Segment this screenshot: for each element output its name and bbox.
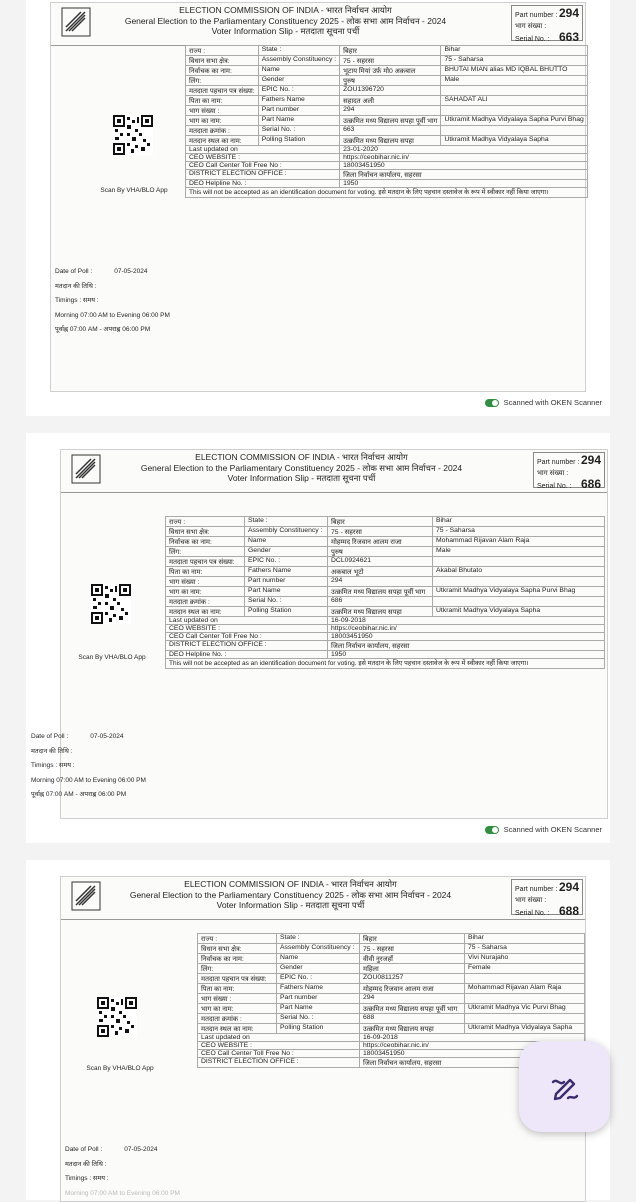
label-hindi: निर्वाचक का नाम: [198,954,277,964]
eci-logo-icon [61,7,91,37]
value-hindi: 663 [340,126,441,136]
table-row [166,659,605,669]
value-english: 75 - Saharsa [465,944,585,954]
table-row [186,106,588,116]
label-hindi: राज्य : [166,517,245,527]
serial-number-value: 686 [580,477,601,491]
date-of-poll-value: 07-05-2024 [124,1146,158,1153]
label-hindi: लिंग: [166,547,245,557]
poll-info: Date of Poll : 07-05-2024 मतदान की तिथि : Timings : समय : Morning 07:00 AM to Evening 06:00 PM पूर्वाह्न 07:00 AM - अपराह्न 06:00 PM [31,730,146,803]
table-row [166,547,605,557]
scanner-watermark: Scanned with OKEN Scanner [485,825,602,834]
value-hindi: सहादत अली [340,96,441,106]
label-english: Part number [258,106,339,116]
info-label: DEO Helpline No. : [166,651,328,659]
info-label: DISTRICT ELECTION OFFICE : [166,641,328,651]
disclaimer-note: This will not be accepted as an identification document for voting. इसे मतदान के लिए पहचान दस्तावेज के रूप में स्वीकार नहीं किया जाएगा। [186,188,588,198]
info-value: https://ceobihar.nic.in/ [328,625,605,633]
label-english: EPIC No. : [245,557,328,567]
info-label: CEO Call Center Toll Free No : [198,1050,360,1058]
value-english [433,557,605,567]
voter-details-table [165,516,605,669]
value-english: Utkramit Madhya Vidyalaya Sapha Purvi Bhag [433,587,605,597]
table-row [198,964,585,974]
info-value: 1950 [328,651,605,659]
value-hindi: मोहम्मद रिजवान आलम राजा [360,984,465,994]
scanned-page-2 [26,433,610,843]
label-hindi: मतदान स्थल का नाम: [166,607,245,617]
table-row [198,994,585,1004]
table-row [186,86,588,96]
value-hindi: पुरुष [328,547,433,557]
label-hindi: राज्य : [186,46,259,56]
label-hindi: मतदान स्थल का नाम: [186,136,259,146]
part-number-value: 294 [558,6,579,20]
part-number-box: Part number : 294 भाग संख्या : Serial No. : 686 [533,452,605,488]
slip-header [61,877,585,920]
table-row [166,517,605,527]
value-hindi: 294 [360,994,465,1004]
info-label: Last updated on [166,617,328,625]
value-english: Utkramit Madhya Vidyalaya Sapha [465,1024,585,1034]
table-row [198,1014,585,1024]
info-label: DISTRICT ELECTION OFFICE : [186,170,340,180]
header-line2: General Election to the Parliamentary Constituency 2025 - लोक सभा आम निर्वाचन - 2024 [140,462,463,473]
table-row [166,557,605,567]
voter-details-table [185,45,588,198]
value-english: Female [465,964,585,974]
label-english: Serial No. : [245,597,328,607]
scan-by-label: Scan By VHA/BLO App [100,187,168,194]
date-of-poll-value: 07-05-2024 [114,268,148,275]
label-hindi: विधान सभा क्षेत्र: [166,527,245,537]
label-english: Gender [245,547,328,557]
value-english: BHUTAI MIAN alias MD IQBAL BHUTTO [441,66,587,76]
value-english: SAHADAT ALI [441,96,587,106]
voter-slip [60,876,586,1202]
label-hindi: मतदाता क्रमांक : [186,126,259,136]
label-english: Gender [258,76,339,86]
header-line2: General Election to the Parliamentary Constituency 2025 - लोक सभा आम निर्वाचन - 2024 [129,889,452,900]
info-label: DEO Helpline No. : [186,180,340,188]
value-english [433,577,605,587]
value-hindi: ZOU0811257 [360,974,465,984]
table-row [186,66,588,76]
info-value: जिला निर्वाचन कार्यालय, सहरसा [328,641,605,651]
label-hindi: मतदान स्थल का नाम: [198,1024,277,1034]
info-label: Last updated on [186,146,340,154]
label-hindi: भाग संख्या : [186,106,259,116]
value-hindi: उत्क्रमित मध्य विद्यालय सपहा [328,607,433,617]
table-row [186,96,588,106]
table-row [186,136,588,146]
info-label: CEO WEBSITE : [166,625,328,633]
label-hindi: मतदाता पहचान पत्र संख्या: [166,557,245,567]
eci-logo-icon [71,881,101,911]
table-row [186,154,588,162]
table-row [166,527,605,537]
part-number-value: 294 [558,880,579,894]
header-line1: ELECTION COMMISSION OF INDIA - भारत निर्वाचन आयोग [195,452,408,462]
value-hindi: बिहार [340,46,441,56]
serial-number-value: 688 [558,904,579,918]
table-row [166,625,605,633]
info-label: CEO WEBSITE : [186,154,340,162]
label-hindi: लिंग: [186,76,259,86]
value-hindi: उत्क्रमित मध्य विद्यालय सपहा पूर्वी भाग [340,116,441,126]
value-english [433,597,605,607]
value-hindi: ZOU1396720 [340,86,441,96]
value-hindi: उत्क्रमित मध्य विद्यालय सपहा पूर्वी भाग [328,587,433,597]
qr-code-icon [97,997,137,1037]
poll-info: Date of Poll : 07-05-2024 मतदान की तिथि : Timings : समय : Morning 07:00 AM to Evening 06:00 PM [65,1143,180,1201]
value-hindi: पुरुष [340,76,441,86]
value-hindi: महिला [360,964,465,974]
table-row [198,934,585,944]
qr-code-icon [113,115,153,155]
info-value: https://ceobihar.nic.in/ [360,1042,585,1050]
value-hindi: वीवी नुरजहाँ [360,954,465,964]
table-row [186,180,588,188]
label-hindi: भाग संख्या : [166,577,245,587]
info-label: CEO WEBSITE : [198,1042,360,1050]
label-english: Assembly Constituency : [245,527,328,537]
table-row [166,537,605,547]
label-english: Fathers Name [258,96,339,106]
label-english: Part Name [245,587,328,597]
label-english: Polling Station [277,1024,360,1034]
poll-info: Date of Poll : 07-05-2024 मतदान की तिथि : Timings : समय : Morning 07:00 AM to Evening 06:00 PM पूर्वाह्न 07:00 AM - अपराह्न 06:00 PM [55,265,170,338]
value-english [465,994,585,1004]
value-english: Mohammad Rijavan Alam Raja [433,537,605,547]
value-hindi: अकबाल भूटो [328,567,433,577]
info-label: CEO Call Center Toll Free No : [186,162,340,170]
value-hindi: 75 - सहरसा [340,56,441,66]
info-value: 18003451950 [360,1050,585,1058]
disclaimer-note: This will not be accepted as an identification document for voting. इसे मतदान के लिए पहचान दस्तावेज के रूप में स्वीकार नहीं किया जाएगा। [166,659,605,669]
header-line1: ELECTION COMMISSION OF INDIA - भारत निर्वाचन आयोग [179,5,392,15]
value-hindi: 686 [328,597,433,607]
label-hindi: मतदाता पहचान पत्र संख्या: [186,86,259,96]
qr-code-icon [91,584,131,624]
info-value: 16-09-2018 [328,617,605,625]
label-english: Name [277,954,360,964]
info-label: Last updated on [198,1034,360,1042]
info-value: 1950 [340,180,588,188]
edit-fab-button[interactable] [519,1041,610,1132]
label-hindi: राज्य : [198,934,277,944]
table-row [166,651,605,659]
label-english: State : [245,517,328,527]
table-row [198,974,585,984]
value-english: Vivi Nurajaho [465,954,585,964]
table-row [186,46,588,56]
info-value: https://ceobihar.nic.in/ [340,154,588,162]
table-row [186,116,588,126]
value-english [441,126,587,136]
date-of-poll-value: 07-05-2024 [90,733,124,740]
table-row [198,1024,585,1034]
value-hindi: 294 [328,577,433,587]
label-hindi: पिता का नाम: [186,96,259,106]
slip-header [51,3,585,46]
voter-slip [31,449,608,819]
label-english: Part Name [258,116,339,126]
info-value: जिला निर्वाचन कार्यालय, सहरसा [340,170,588,180]
table-row [166,597,605,607]
table-row [198,984,585,994]
label-hindi: लिंग: [198,964,277,974]
table-row [186,170,588,180]
label-hindi: भाग का नाम: [166,587,245,597]
label-english: Assembly Constituency : [277,944,360,954]
label-hindi: पिता का नाम: [198,984,277,994]
table-row [166,587,605,597]
info-value: 18003451950 [328,633,605,641]
value-hindi: उत्क्रमित मध्य विद्यालय सपहा [360,1024,465,1034]
value-hindi: 75 - सहरसा [328,527,433,537]
value-english: Akabal Bhutato [433,567,605,577]
scan-by-label: Scan By VHA/BLO App [86,1065,154,1072]
table-row [166,577,605,587]
table-row [198,954,585,964]
label-english: Part number [277,994,360,1004]
info-value: 16-09-2018 [360,1034,585,1042]
label-english: State : [258,46,339,56]
slip-header [61,450,607,493]
scan-by-label: Scan By VHA/BLO App [78,654,146,661]
value-english: Utkramit Madhya Vic Purvi Bhag [465,1004,585,1014]
scanner-watermark: Scanned with OKEN Scanner [485,398,602,407]
label-hindi: पिता का नाम: [166,567,245,577]
header-line3: Voter Information Slip - मतदाता सूचना पर्ची [216,900,365,910]
value-english [465,974,585,984]
label-english: Polling Station [245,607,328,617]
label-hindi: भाग का नाम: [186,116,259,126]
label-hindi: निर्वाचक का नाम: [166,537,245,547]
value-hindi: उत्क्रमित मध्य विद्यालय सपहा [340,136,441,146]
header-line3: Voter Information Slip - मतदाता सूचना पर्ची [227,473,376,483]
value-english: Mohammad Rijavan Alam Raja [465,984,585,994]
table-row [198,1034,585,1042]
value-english: Bihar [433,517,605,527]
label-english: Polling Station [258,136,339,146]
label-hindi: मतदाता क्रमांक : [166,597,245,607]
label-english: Name [258,66,339,76]
value-english: Utkramit Madhya Vidyalaya Sapha Purvi Bhag [441,116,587,126]
table-row [186,146,588,154]
table-row [166,617,605,625]
label-english: Part number [245,577,328,587]
value-hindi: मोहम्मद रिजवान आलम राजा [328,537,433,547]
table-row [186,162,588,170]
label-hindi: मतदाता पहचान पत्र संख्या: [198,974,277,984]
label-english: Fathers Name [277,984,360,994]
label-hindi: विधान सभा क्षेत्र: [198,944,277,954]
serial-number-value: 663 [558,30,579,44]
table-row [166,633,605,641]
label-english: Gender [277,964,360,974]
voter-slip [50,2,586,392]
info-value: 23-01-2020 [340,146,588,154]
table-row [166,567,605,577]
label-english: Fathers Name [245,567,328,577]
info-value: जिला निर्वाचन कार्यालय, सहरसा [360,1058,585,1068]
header-line2: General Election to the Parliamentary Constituency 2025 - लोक सभा आम निर्वाचन - 2024 [124,15,447,26]
scanner-logo-icon [485,826,499,834]
value-english: Bihar [465,934,585,944]
header-line1: ELECTION COMMISSION OF INDIA - भारत निर्वाचन आयोग [184,879,397,889]
label-english: EPIC No. : [258,86,339,96]
value-english [441,86,587,96]
value-english: Male [433,547,605,557]
value-hindi: बिहार [328,517,433,527]
table-row [186,188,588,198]
label-english: Name [245,537,328,547]
table-row [198,1004,585,1014]
value-english [441,106,587,116]
scanner-logo-icon [485,399,499,407]
table-row [186,76,588,86]
label-hindi: विधान सभा क्षेत्र: [186,56,259,66]
value-hindi: उत्क्रमित मध्य विद्यालय सपहा पूर्वी भाग [360,1004,465,1014]
label-english: Assembly Constituency : [258,56,339,66]
value-english: 75 - Saharsa [433,527,605,537]
label-english: EPIC No. : [277,974,360,984]
value-hindi: 75 - सहरसा [360,944,465,954]
scanned-page-3 [26,860,610,1200]
value-hindi: 688 [360,1014,465,1024]
table-row [198,944,585,954]
label-hindi: मतदाता क्रमांक : [198,1014,277,1024]
value-english: Utkramit Madhya Vidyalaya Sapha [433,607,605,617]
value-english: Utkramit Madhya Vidyalaya Sapha [441,136,587,146]
scanned-page-1 [26,0,610,416]
value-english: Male [441,76,587,86]
table-row [166,607,605,617]
value-english: 75 - Saharsa [441,56,587,66]
label-hindi: भाग संख्या : [198,994,277,1004]
label-hindi: भाग का नाम: [198,1004,277,1014]
label-hindi: निर्वाचक का नाम: [186,66,259,76]
label-english: Part Name [277,1004,360,1014]
info-value: 18003451950 [340,162,588,170]
eci-logo-icon [71,454,101,484]
header-line3: Voter Information Slip - मतदाता सूचना पर्ची [211,26,360,36]
label-english: Serial No. : [277,1014,360,1024]
table-row [186,126,588,136]
info-label: DISTRICT ELECTION OFFICE : [198,1058,360,1068]
value-english [465,1014,585,1024]
value-english: Bihar [441,46,587,56]
table-row [166,641,605,651]
value-hindi: बिहार [360,934,465,944]
value-hindi: DCL0924621 [328,557,433,567]
label-english: State : [277,934,360,944]
value-hindi: भूटाय मियां उर्फ़ मो0 अक़बाल [340,66,441,76]
value-hindi: 294 [340,106,441,116]
table-row [186,56,588,66]
part-number-value: 294 [580,453,601,467]
pen-edit-icon [548,1070,582,1104]
info-label: CEO Call Center Toll Free No : [166,633,328,641]
part-number-box: Part number : 294 भाग संख्या : Serial No. : 663 [511,5,583,41]
label-english: Serial No. : [258,126,339,136]
part-number-box: Part number : 294 भाग संख्या : Serial No. : 688 [511,879,583,915]
